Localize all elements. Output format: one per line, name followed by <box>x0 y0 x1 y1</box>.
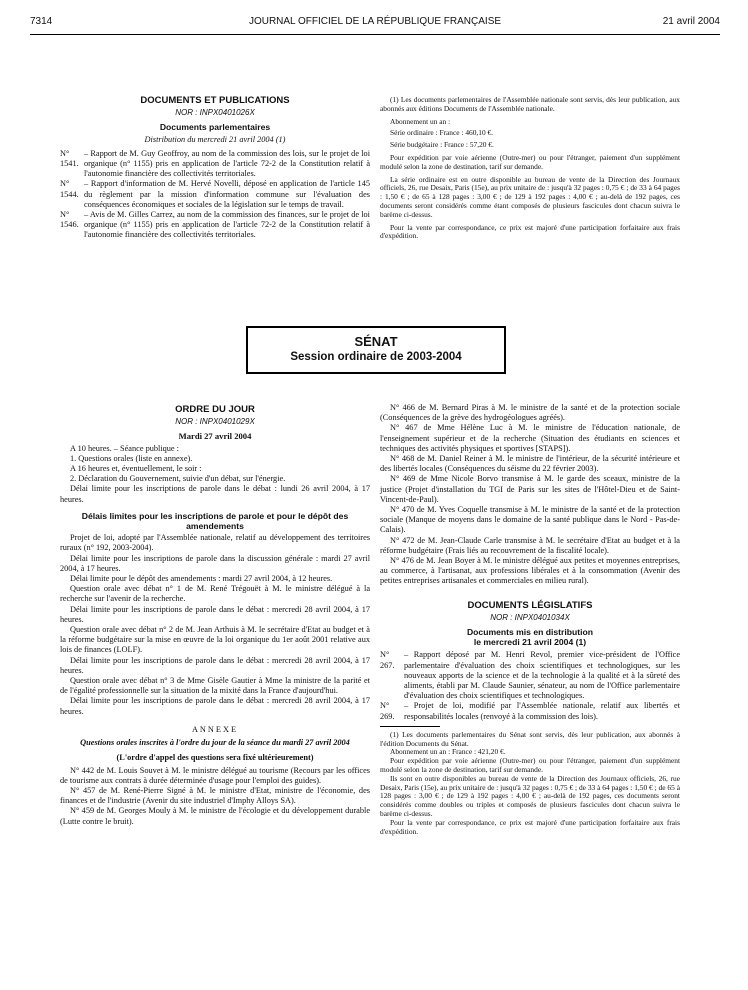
question-item: N° 470 de M. Yves Coquelle transmise à M. le ministre de la santé et de la protection sociale (Manque de moyens dans le domaine de la santé publique dans le Nord - Pas-de-Calais). <box>380 505 680 535</box>
question-item: N° 467 de Mme Hélène Luc à M. le ministre de l'éducation nationale, de l'enseignement supérieur et de la recherche (Situation des étudiants en sciences et techniques des activités physiques et sportives [STAPS]). <box>380 423 680 453</box>
subscription-notes <box>380 96 680 241</box>
session-title: Session ordinaire de 2003-2004 <box>290 351 462 363</box>
divider <box>380 726 440 727</box>
distribution-title: Documents mis en distribution <box>466 627 594 638</box>
nor-reference: NOR : INPX0401034X <box>490 612 570 622</box>
section-title: ORDRE DU JOUR <box>175 404 255 415</box>
agenda-day: Mardi 27 avril 2004 <box>178 431 252 442</box>
delais-line: Question orale avec débat n° 2 de M. Jean Arthuis à M. le secrétaire d'Etat au budget et à la réforme budgétaire sur la mise en œuvre de la loi organique du 1er août 2001 relative aux lois de finances (LOLF). <box>60 625 370 655</box>
footnote-paragraph: Abonnement un an : <box>390 116 451 126</box>
ordre-du-jour-section <box>60 403 370 827</box>
right-column <box>380 403 680 836</box>
delais-line: Délai limite pour les inscriptions de parole dans le débat : mercredi 28 avril 2004, à 17 heures. <box>60 696 370 716</box>
document-item: N° 267. – Rapport déposé par M. Henri Revol, premier vice-président de l'Office parlementaire d'évaluation des choix scientifiques et technologiques, sur les nouveaux apports de la science et de la technologie à la qualité et à la sûreté des aliments, établi par M. Claude Saunier, sénateur, au nom de l'Office parlementaire d'évaluation des choix scientifiques et technologiques. <box>380 650 680 701</box>
agenda-line: 2. Déclaration du Gouvernement, suivie d'un débat, sur l'énergie. <box>70 474 286 484</box>
footnote-paragraph: Abonnement un an : France : 421,20 €. <box>390 747 506 757</box>
document-item: N° 1541. – Rapport de M. Guy Geoffroy, au nom de la commission des lois, sur le projet de loi organique (n° 1155) pris en application de l'article 72-2 de la Constitution relatif à l'autonomie financière des collectivités territoriales. <box>60 148 370 179</box>
question-item: N° 442 de M. Louis Souvet à M. le ministre délégué au tourisme (Recours par les offices de tourisme aux contrats à durée déterminée d'usage pour l'emploi des guides). <box>60 765 370 785</box>
footnote-paragraph: (1) Les documents parlementaires du Sénat sont servis, dès leur publication, aux abonnés à l'édition Documents du Sénat. <box>380 729 680 748</box>
footnotes <box>380 731 680 837</box>
delais-line: Délai limite pour le dépôt des amendements : mardi 27 avril 2004, à 12 heures. <box>70 574 333 584</box>
footnote-paragraph: Pour expédition par voie aérienne (Outre-mer) ou pour l'étranger, paiement d'un supplément modulé selon la zone de destination, tarif sur demande. <box>380 152 680 171</box>
annexe-subtitle: Questions orales inscrites à l'ordre du jour de la séance du mardi 27 avril 2004 <box>80 738 350 748</box>
footnote-paragraph: Pour la vente par correspondance, ce prix est majoré d'une participation forfaitaire aux frais d'expédition. <box>380 222 680 241</box>
agenda-line: A 16 heures et, éventuellement, le soir : <box>70 464 202 474</box>
section-title: DOCUMENTS ET PUBLICATIONS <box>140 95 290 106</box>
senat-banner <box>246 326 506 374</box>
delais-line: Délai limite pour les inscriptions de parole dans le débat : mercredi 28 avril 2004, à 17 heures. <box>60 655 370 675</box>
question-item: N° 472 de M. Jean-Claude Carle transmise à M. le secrétaire d'Etat au budget et à la réforme budgétaire (Frais liés au recouvrement de la fiscalité locale). <box>380 535 680 555</box>
journal-title: JOURNAL OFFICIEL DE LA RÉPUBLIQUE FRANÇAISE <box>248 16 502 27</box>
footnote-paragraph: Pour expédition par voie aérienne (Outre-mer) ou pour l'étranger, paiement d'un supplément modulé selon la zone de destination, tarif sur demande. <box>380 756 680 775</box>
senat-title: SÉNAT <box>354 334 398 349</box>
agenda-line: 1. Questions orales (liste en annexe). <box>70 453 193 463</box>
delais-line: Délai limite pour les inscriptions de parole dans la discussion générale : mardi 27 avril 2004, à 17 heures. <box>60 553 370 573</box>
appel-title: (L'ordre d'appel des questions sera fixé ultérieurement) <box>116 753 314 763</box>
issue-date: 21 avril 2004 <box>662 16 720 27</box>
page-header <box>30 6 720 35</box>
page-number: 7314 <box>30 16 53 27</box>
section-title: DOCUMENTS LÉGISLATIFS <box>467 599 593 611</box>
delais-line: Question orale avec débat n° 3 de Mme Gisèle Gautier à Mme la ministre de la parité et de l'égalité professionnelle sur la situation de la mixité dans la France d'aujourd'hui. <box>60 676 370 696</box>
footnote-paragraph: Série ordinaire : France : 460,10 €. <box>390 128 494 138</box>
question-item: N° 457 de M. René-Pierre Signé à M. le ministre d'Etat, ministre de l'économie, des finances et de l'industrie (Avenir du site industriel d'Imphy Alloys SA). <box>60 785 370 806</box>
document-item: N° 269. – Projet de loi, modifié par l'Assemblée nationale, relatif aux libertés et responsabilités locales (renvoyé à la commission des lois). <box>380 701 680 721</box>
agenda-line: A 10 heures. – Séance publique : <box>70 443 179 453</box>
delais-line: Question orale avec débat n° 1 de M. René Trégouët à M. le ministre délégué à la recherche sur l'avenir de la recherche. <box>60 584 370 604</box>
question-item: N° 466 de M. Bernard Piras à M. le ministre de la santé et de la protection sociale (Conséquences de la grève des hydrogéologues agréés). <box>380 403 680 423</box>
nor-reference: NOR : INPX0401029X <box>175 417 255 427</box>
agenda-line: Délai limite pour les inscriptions de parole dans le débat : lundi 26 avril 2004, à 17 heures. <box>60 484 370 504</box>
footnote-paragraph: La série ordinaire est en outre disponible au bureau de vente de la Direction des Journaux officiels, 26, rue Desaix, Paris (15e), au prix unitaire de : jusqu'à 32 pages : 0,75 € ; de 33 à 64 pages : 1,50 € ; de 65 à 128 pages : 3,00 € ; de 129 à 192 pages : 4,00 € ; au-delà de 192 pages, ces documents seront considérés comme étant composés de plusieurs fascicules dont chacun suivra le barème ci-dessus. <box>380 174 680 219</box>
document-item: N° 1544. – Rapport d'information de M. Hervé Novelli, déposé en application de l'article 145 du règlement par la mission d'information commune sur l'évaluation des conséquences économiques et sociales de la législation sur le temps de travail. <box>60 179 370 209</box>
documents-publications-section <box>60 94 370 241</box>
delais-title: Délais limites pour les inscriptions de parole et pour le dépôt des amendements <box>81 510 349 532</box>
question-item: N° 468 de M. Daniel Reiner à M. le ministre de l'intérieur, de la sécurité intérieure et des libertés locales (Conséquences du séisme du 22 février 2003). <box>380 454 680 474</box>
question-item: N° 476 de M. Jean Boyer à M. le ministre délégué aux petites et moyennes entreprises, au commerce, à l'artisanat, aux professions libérales et à la consommation (Avenir des petites entreprises artisanales et commerciales en milieu rural). <box>380 556 680 586</box>
question-item: N° 459 de M. Georges Mouly à M. le ministre de l'écologie et du développement durable (Lutte contre le bruit). <box>60 806 370 826</box>
delais-line: Délai limite pour les inscriptions de parole dans le débat : mercredi 28 avril 2004, à 17 heures. <box>60 604 370 624</box>
delais-line: Projet de loi, adopté par l'Assemblée nationale, relatif au développement des territoires ruraux (n° 192, 2003-2004). <box>60 533 370 553</box>
distribution-date: le mercredi 21 avril 2004 (1) <box>473 637 587 648</box>
footnote-paragraph: Série budgétaire : France : 57,20 €. <box>390 140 494 150</box>
distribution-date: Distribution du mercredi 21 avril 2004 (1) <box>144 134 286 144</box>
question-item: N° 469 de Mme Nicole Borvo transmise à M. le garde des sceaux, ministre de la justice (Projet d'installation du TGI de Paris sur les sites de l'Hôtel-Dieu et de Saint-Vincent-de-Paul). <box>380 474 680 504</box>
footnote-paragraph: (1) Les documents parlementaires de l'Assemblée nationale sont servis, dès leur publication, aux abonnés aux éditions Documents de l'Assemblée nationale. <box>380 95 680 113</box>
footnote-paragraph: Ils sont en outre disponibles au bureau de vente de la Direction des Journaux officiels, 26, rue Desaix, Paris (15e), au prix unitaire de : jusqu'à 32 pages : 0,75 € ; de 33 à 64 pages : 1,50 € ; de 65 à 128 pages : 3,00 € ; de 129 à 192 pages : 4,00 € ; au-delà de 192 pages, ces documents seront considérés comme doubles ou triples et composés de plusieurs fascicules dont chacun suivra le barème ci-dessus. <box>380 773 680 819</box>
annexe-title: ANNEXE <box>191 724 239 734</box>
footnote-paragraph: Pour la vente par correspondance, ce prix est majoré d'une participation forfaitaire aux frais d'expédition. <box>380 817 680 836</box>
section-subtitle: Documents parlementaires <box>159 122 271 133</box>
document-item: N° 1546. – Avis de M. Gilles Carrez, au nom de la commission des finances, sur le projet de loi organique (n° 1155) pris en application de l'article 72-2 de la Constitution relatif à l'autonomie financière des collectivités territoriales. <box>60 210 370 240</box>
nor-reference: NOR : INPX0401026X <box>175 108 255 118</box>
